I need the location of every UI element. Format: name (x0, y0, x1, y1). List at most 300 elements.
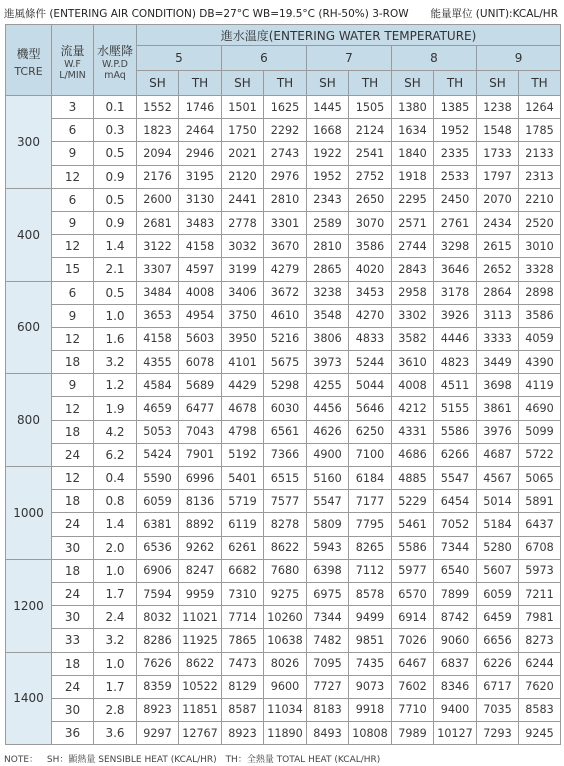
total-heat-cell: 2210 (519, 188, 561, 211)
total-heat-cell: 4954 (179, 304, 222, 327)
sensible-heat-cell: 8923 (137, 698, 179, 721)
sensible-heat-cell: 5280 (477, 536, 519, 559)
sensible-heat-cell: 1823 (137, 119, 179, 142)
temperature-cell: 9 (477, 46, 561, 71)
table-row (6, 467, 561, 490)
sensible-heat-cell: 3406 (222, 281, 264, 304)
water-flow-cell: 24 (52, 443, 94, 466)
total-heat-cell: 9073 (349, 675, 392, 698)
water-flow-cell: 24 (52, 513, 94, 536)
sh-header: SH (477, 71, 519, 96)
th-header: TH (264, 71, 307, 96)
total-heat-cell: 3130 (179, 188, 222, 211)
sensible-heat-cell: 6059 (137, 490, 179, 513)
capacity-unit: 能量單位 (UNIT):KCAL/HR (430, 8, 558, 20)
sensible-heat-cell: 4429 (222, 374, 264, 397)
total-heat-cell: 10522 (179, 675, 222, 698)
total-heat-cell: 2450 (434, 188, 477, 211)
total-heat-cell: 8346 (434, 675, 477, 698)
water-flow-cell: 18 (52, 420, 94, 443)
sensible-heat-cell: 6261 (222, 536, 264, 559)
total-heat-cell: 10127 (434, 722, 477, 745)
sensible-heat-cell: 6459 (477, 606, 519, 629)
sensible-heat-cell: 5607 (477, 559, 519, 582)
pressure-drop-cell: 2.1 (94, 258, 137, 281)
total-heat-cell: 8278 (264, 513, 307, 536)
table-row (6, 582, 561, 605)
total-heat-cell: 3298 (434, 235, 477, 258)
total-heat-cell: 8273 (519, 629, 561, 652)
sensible-heat-cell: 1668 (307, 119, 349, 142)
sensible-heat-cell: 5809 (307, 513, 349, 536)
table-row (6, 351, 561, 374)
entering-water-temperature-header: 進水溫度(ENTERING WATER TEMPERATURE) (137, 25, 561, 46)
total-heat-cell: 3010 (519, 235, 561, 258)
water-flow-cell: 3 (52, 96, 94, 119)
total-heat-cell: 2464 (179, 119, 222, 142)
pressure-drop-cell: 3.2 (94, 629, 137, 652)
total-heat-cell: 1264 (519, 96, 561, 119)
sensible-heat-cell: 3449 (477, 351, 519, 374)
sensible-heat-cell: 7026 (392, 629, 434, 652)
total-heat-cell: 7577 (264, 490, 307, 513)
sensible-heat-cell: 2600 (137, 188, 179, 211)
table-row (6, 304, 561, 327)
water-flow-cell: 18 (52, 652, 94, 675)
water-flow-cell: 12 (52, 467, 94, 490)
water-flow-cell: 12 (52, 235, 94, 258)
pressure-drop-cell: 1.0 (94, 304, 137, 327)
total-heat-cell: 9499 (349, 606, 392, 629)
sensible-heat-cell: 2864 (477, 281, 519, 304)
sensible-heat-cell: 6717 (477, 675, 519, 698)
water-flow-cell: 18 (52, 490, 94, 513)
total-heat-cell: 6540 (434, 559, 477, 582)
note-sh: SH：顯熱量 SENSIBLE HEAT (KCAL/HR) (46, 755, 217, 765)
sensible-heat-cell: 2681 (137, 211, 179, 234)
table-row (6, 258, 561, 281)
total-heat-cell: 2313 (519, 165, 561, 188)
table-row (6, 443, 561, 466)
total-heat-cell: 7899 (434, 582, 477, 605)
total-heat-cell: 4119 (519, 374, 561, 397)
sensible-heat-cell: 5192 (222, 443, 264, 466)
sensible-heat-cell: 2778 (222, 211, 264, 234)
total-heat-cell: 6437 (519, 513, 561, 536)
total-heat-cell: 6454 (434, 490, 477, 513)
sensible-heat-cell: 6119 (222, 513, 264, 536)
sensible-heat-cell: 3199 (222, 258, 264, 281)
pressure-drop-cell: 1.2 (94, 374, 137, 397)
total-heat-cell: 6030 (264, 397, 307, 420)
total-heat-cell: 4008 (179, 281, 222, 304)
table-row (6, 420, 561, 443)
total-heat-cell: 2761 (434, 211, 477, 234)
sensible-heat-cell: 1501 (222, 96, 264, 119)
model-cell: 1400 (6, 652, 52, 745)
sensible-heat-cell: 8923 (222, 722, 264, 745)
total-heat-cell: 4270 (349, 304, 392, 327)
total-heat-cell: 6266 (434, 443, 477, 466)
sensible-heat-cell: 2958 (392, 281, 434, 304)
sensible-heat-cell: 5053 (137, 420, 179, 443)
sensible-heat-cell: 5719 (222, 490, 264, 513)
table-row (6, 698, 561, 721)
sensible-heat-cell: 4331 (392, 420, 434, 443)
table-row (6, 96, 561, 119)
model-cell: 1200 (6, 559, 52, 652)
sensible-heat-cell: 2589 (307, 211, 349, 234)
sensible-heat-cell: 4626 (307, 420, 349, 443)
table-row (6, 374, 561, 397)
sensible-heat-cell: 4355 (137, 351, 179, 374)
total-heat-cell: 10808 (349, 722, 392, 745)
sensible-heat-cell: 2176 (137, 165, 179, 188)
sensible-heat-cell: 3238 (307, 281, 349, 304)
pressure-drop-cell: 0.4 (94, 467, 137, 490)
total-heat-cell: 8742 (434, 606, 477, 629)
sensible-heat-cell: 7473 (222, 652, 264, 675)
total-heat-cell: 4823 (434, 351, 477, 374)
sensible-heat-cell: 2843 (392, 258, 434, 281)
model-cell: 600 (6, 281, 52, 374)
sensible-heat-cell: 3861 (477, 397, 519, 420)
model-cell: 800 (6, 374, 52, 467)
sensible-heat-cell: 1238 (477, 96, 519, 119)
water-flow-cell: 6 (52, 188, 94, 211)
total-heat-cell: 1746 (179, 96, 222, 119)
sensible-heat-cell: 7727 (307, 675, 349, 698)
entering-air-condition: 進風條件 (ENTERING AIR CONDITION) DB=27°C WB=19.5°C (RH-50%) 3-ROW (4, 8, 409, 20)
water-flow-cell: 30 (52, 606, 94, 629)
sensible-heat-cell: 2615 (477, 235, 519, 258)
total-heat-cell: 5603 (179, 327, 222, 350)
total-heat-cell: 9400 (434, 698, 477, 721)
sh-header: SH (222, 71, 264, 96)
sensible-heat-cell: 2865 (307, 258, 349, 281)
sensible-heat-cell: 6914 (392, 606, 434, 629)
page-header (4, 6, 560, 20)
sensible-heat-cell: 5590 (137, 467, 179, 490)
sensible-heat-cell: 7626 (137, 652, 179, 675)
sensible-heat-cell: 1750 (222, 119, 264, 142)
sensible-heat-cell: 3698 (477, 374, 519, 397)
total-heat-cell: 1385 (434, 96, 477, 119)
table-body (6, 96, 561, 745)
pressure-drop-cell: 0.3 (94, 119, 137, 142)
water-flow-cell: 15 (52, 258, 94, 281)
sensible-heat-cell: 7714 (222, 606, 264, 629)
total-heat-cell: 7100 (349, 443, 392, 466)
total-heat-cell: 8026 (264, 652, 307, 675)
total-heat-cell: 2898 (519, 281, 561, 304)
th-header: TH (434, 71, 477, 96)
sensible-heat-cell: 8183 (307, 698, 349, 721)
sensible-heat-cell: 4255 (307, 374, 349, 397)
pressure-drop-cell: 3.6 (94, 722, 137, 745)
water-flow-cell: 18 (52, 351, 94, 374)
sensible-heat-cell: 7594 (137, 582, 179, 605)
total-heat-cell: 2124 (349, 119, 392, 142)
sensible-heat-cell: 5401 (222, 467, 264, 490)
total-heat-cell: 10260 (264, 606, 307, 629)
total-heat-cell: 3328 (519, 258, 561, 281)
sensible-heat-cell: 6226 (477, 652, 519, 675)
total-heat-cell: 4390 (519, 351, 561, 374)
sensible-heat-cell: 3307 (137, 258, 179, 281)
sensible-heat-cell: 4687 (477, 443, 519, 466)
total-heat-cell: 5586 (434, 420, 477, 443)
total-heat-cell: 9918 (349, 698, 392, 721)
total-heat-cell: 7112 (349, 559, 392, 582)
total-heat-cell: 5547 (434, 467, 477, 490)
sensible-heat-cell: 4212 (392, 397, 434, 420)
total-heat-cell: 5298 (264, 374, 307, 397)
sensible-heat-cell: 3032 (222, 235, 264, 258)
sensible-heat-cell: 5160 (307, 467, 349, 490)
total-heat-cell: 7435 (349, 652, 392, 675)
sensible-heat-cell: 7989 (392, 722, 434, 745)
total-heat-cell: 7211 (519, 582, 561, 605)
total-heat-cell: 8622 (179, 652, 222, 675)
pressure-drop-cell: 0.9 (94, 165, 137, 188)
sh-header: SH (307, 71, 349, 96)
table-row (6, 119, 561, 142)
sensible-heat-cell: 3113 (477, 304, 519, 327)
total-heat-cell: 7052 (434, 513, 477, 536)
sensible-heat-cell: 3302 (392, 304, 434, 327)
total-heat-cell: 2541 (349, 142, 392, 165)
water-flow-cell: 30 (52, 536, 94, 559)
sensible-heat-cell: 1840 (392, 142, 434, 165)
total-heat-cell: 4020 (349, 258, 392, 281)
sh-header: SH (392, 71, 434, 96)
pressure-drop-cell: 2.0 (94, 536, 137, 559)
total-heat-cell: 2946 (179, 142, 222, 165)
sensible-heat-cell: 3333 (477, 327, 519, 350)
water-flow-cell: 24 (52, 675, 94, 698)
sensible-heat-cell: 7482 (307, 629, 349, 652)
sensible-heat-cell: 4900 (307, 443, 349, 466)
sensible-heat-cell: 9297 (137, 722, 179, 745)
total-heat-cell: 3670 (264, 235, 307, 258)
sensible-heat-cell: 6059 (477, 582, 519, 605)
total-heat-cell: 1785 (519, 119, 561, 142)
sensible-heat-cell: 4686 (392, 443, 434, 466)
water-flow-cell: 6 (52, 119, 94, 142)
water-flow-cell: 6 (52, 281, 94, 304)
total-heat-cell: 9245 (519, 722, 561, 745)
total-heat-cell: 5099 (519, 420, 561, 443)
sensible-heat-cell: 3976 (477, 420, 519, 443)
sensible-heat-cell: 6570 (392, 582, 434, 605)
total-heat-cell: 5216 (264, 327, 307, 350)
sensible-heat-cell: 5424 (137, 443, 179, 466)
total-heat-cell: 9060 (434, 629, 477, 652)
total-heat-cell: 12767 (179, 722, 222, 745)
table-row (6, 397, 561, 420)
sensible-heat-cell: 8359 (137, 675, 179, 698)
total-heat-cell: 2292 (264, 119, 307, 142)
total-heat-cell: 11034 (264, 698, 307, 721)
total-heat-cell: 4059 (519, 327, 561, 350)
sensible-heat-cell: 7602 (392, 675, 434, 698)
table-row (6, 490, 561, 513)
total-heat-cell: 3195 (179, 165, 222, 188)
table-row (6, 327, 561, 350)
sensible-heat-cell: 3122 (137, 235, 179, 258)
total-heat-cell: 2533 (434, 165, 477, 188)
temperature-cell: 6 (222, 46, 307, 71)
sensible-heat-cell: 4584 (137, 374, 179, 397)
total-heat-cell: 2976 (264, 165, 307, 188)
sensible-heat-cell: 8129 (222, 675, 264, 698)
total-heat-cell: 9959 (179, 582, 222, 605)
pressure-drop-cell: 1.9 (94, 397, 137, 420)
sensible-heat-cell: 1918 (392, 165, 434, 188)
sensible-heat-cell: 8493 (307, 722, 349, 745)
total-heat-cell: 8265 (349, 536, 392, 559)
total-heat-cell: 7981 (519, 606, 561, 629)
total-heat-cell: 6078 (179, 351, 222, 374)
total-heat-cell: 7177 (349, 490, 392, 513)
temperature-cell: 8 (392, 46, 477, 71)
total-heat-cell: 6561 (264, 420, 307, 443)
total-heat-cell: 1625 (264, 96, 307, 119)
sh-header: SH (137, 71, 179, 96)
performance-table (5, 24, 561, 745)
total-heat-cell: 5646 (349, 397, 392, 420)
total-heat-cell: 6184 (349, 467, 392, 490)
total-heat-cell: 1952 (434, 119, 477, 142)
pressure-drop-cell: 1.0 (94, 652, 137, 675)
total-heat-cell: 3586 (519, 304, 561, 327)
total-heat-cell: 9262 (179, 536, 222, 559)
pressure-drop-cell: 0.5 (94, 188, 137, 211)
sensible-heat-cell: 2021 (222, 142, 264, 165)
total-heat-cell: 8247 (179, 559, 222, 582)
note-label: NOTE： (4, 755, 39, 765)
water-flow-cell: 9 (52, 304, 94, 327)
water-flow-header: 流量 W.F L/MIN (52, 25, 94, 96)
pressure-drop-cell: 0.9 (94, 211, 137, 234)
table-row (6, 722, 561, 745)
total-heat-cell: 5155 (434, 397, 477, 420)
sensible-heat-cell: 5977 (392, 559, 434, 582)
total-heat-cell: 11851 (179, 698, 222, 721)
total-heat-cell: 10638 (264, 629, 307, 652)
total-heat-cell: 8578 (349, 582, 392, 605)
sensible-heat-cell: 2070 (477, 188, 519, 211)
table-row (6, 675, 561, 698)
sensible-heat-cell: 1445 (307, 96, 349, 119)
sensible-heat-cell: 2441 (222, 188, 264, 211)
sensible-heat-cell: 2295 (392, 188, 434, 211)
pressure-drop-cell: 0.5 (94, 281, 137, 304)
sensible-heat-cell: 7344 (307, 606, 349, 629)
pressure-drop-cell: 2.4 (94, 606, 137, 629)
sensible-heat-cell: 3750 (222, 304, 264, 327)
sensible-heat-cell: 7865 (222, 629, 264, 652)
total-heat-cell: 2650 (349, 188, 392, 211)
sensible-heat-cell: 2120 (222, 165, 264, 188)
water-flow-cell: 36 (52, 722, 94, 745)
model-header: 機型 TCRE (6, 25, 52, 96)
sensible-heat-cell: 3973 (307, 351, 349, 374)
sensible-heat-cell: 4678 (222, 397, 264, 420)
water-flow-cell: 33 (52, 629, 94, 652)
total-heat-cell: 5689 (179, 374, 222, 397)
water-flow-cell: 24 (52, 582, 94, 605)
sensible-heat-cell: 3806 (307, 327, 349, 350)
total-heat-cell: 1505 (349, 96, 392, 119)
sensible-heat-cell: 2652 (477, 258, 519, 281)
sensible-heat-cell: 3484 (137, 281, 179, 304)
total-heat-cell: 5722 (519, 443, 561, 466)
sensible-heat-cell: 5586 (392, 536, 434, 559)
total-heat-cell: 5065 (519, 467, 561, 490)
pressure-drop-cell: 6.2 (94, 443, 137, 466)
th-header: TH (349, 71, 392, 96)
total-heat-cell: 3301 (264, 211, 307, 234)
total-heat-cell: 4610 (264, 304, 307, 327)
sensible-heat-cell: 4885 (392, 467, 434, 490)
sensible-heat-cell: 6398 (307, 559, 349, 582)
total-heat-cell: 4158 (179, 235, 222, 258)
total-heat-cell: 4833 (349, 327, 392, 350)
total-heat-cell: 3672 (264, 281, 307, 304)
total-heat-cell: 2743 (264, 142, 307, 165)
table-row (6, 235, 561, 258)
sensible-heat-cell: 2343 (307, 188, 349, 211)
pressure-drop-cell: 1.7 (94, 675, 137, 698)
sensible-heat-cell: 7293 (477, 722, 519, 745)
pressure-drop-cell: 1.6 (94, 327, 137, 350)
total-heat-cell: 2335 (434, 142, 477, 165)
total-heat-cell: 9851 (349, 629, 392, 652)
table-row (6, 606, 561, 629)
water-pressure-drop-header: 水壓降 W.P.D mAq (94, 25, 137, 96)
sensible-heat-cell: 4008 (392, 374, 434, 397)
model-cell: 1000 (6, 467, 52, 560)
sensible-heat-cell: 5943 (307, 536, 349, 559)
total-heat-cell: 3483 (179, 211, 222, 234)
pressure-drop-cell: 0.1 (94, 96, 137, 119)
sensible-heat-cell: 3548 (307, 304, 349, 327)
sensible-heat-cell: 1922 (307, 142, 349, 165)
sensible-heat-cell: 1548 (477, 119, 519, 142)
total-heat-cell: 4597 (179, 258, 222, 281)
note-th: TH：全熱量 TOTAL HEAT (KCAL/HR) (225, 755, 381, 765)
total-heat-cell: 5044 (349, 374, 392, 397)
total-heat-cell: 7043 (179, 420, 222, 443)
total-heat-cell: 3453 (349, 281, 392, 304)
total-heat-cell: 4511 (434, 374, 477, 397)
total-heat-cell: 5675 (264, 351, 307, 374)
table-row (6, 165, 561, 188)
pressure-drop-cell: 2.8 (94, 698, 137, 721)
total-heat-cell: 7344 (434, 536, 477, 559)
total-heat-cell: 2133 (519, 142, 561, 165)
total-heat-cell: 6250 (349, 420, 392, 443)
sensible-heat-cell: 2810 (307, 235, 349, 258)
water-flow-cell: 12 (52, 397, 94, 420)
total-heat-cell: 7366 (264, 443, 307, 466)
water-flow-cell: 30 (52, 698, 94, 721)
sensible-heat-cell: 1634 (392, 119, 434, 142)
water-flow-cell: 12 (52, 165, 94, 188)
water-flow-cell: 9 (52, 374, 94, 397)
